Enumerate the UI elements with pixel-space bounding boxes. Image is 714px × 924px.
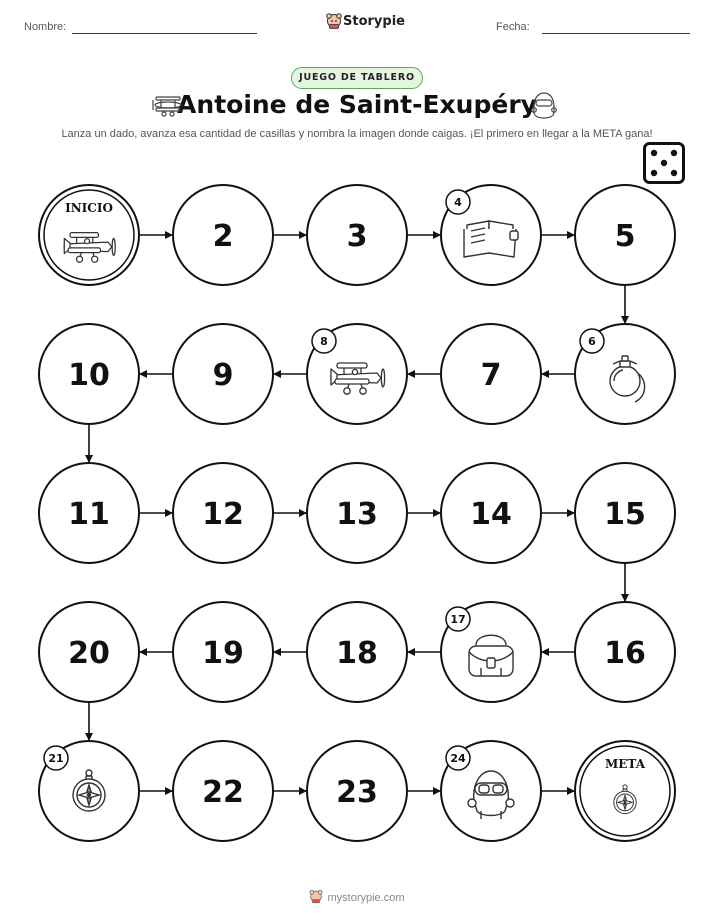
space-number: 23 [336, 775, 378, 810]
space-number: 24 [450, 752, 466, 765]
board-space-13 [307, 463, 407, 563]
board-space-start [39, 185, 139, 285]
space-number: 9 [212, 358, 234, 393]
footer [0, 889, 714, 904]
page-title: Antoine de Saint-Exupéry [177, 90, 537, 119]
board-space-21 [39, 741, 139, 841]
space-number: 13 [336, 497, 378, 532]
space-number: 2 [212, 219, 234, 254]
space-number: 12 [202, 497, 244, 532]
space-number: 20 [68, 636, 110, 671]
space-number: 5 [614, 219, 636, 254]
space-number: 6 [588, 335, 596, 348]
board-space-10 [39, 324, 139, 424]
space-number: 16 [604, 636, 646, 671]
board-space-16 [575, 602, 675, 702]
board-space-14 [441, 463, 541, 563]
footer-mascot-icon [309, 889, 323, 904]
board-space-19 [173, 602, 273, 702]
space-number: 18 [336, 636, 378, 671]
space-number: 7 [480, 358, 502, 393]
board-space-8 [307, 324, 407, 424]
board-space-4 [441, 185, 541, 285]
board-space-17 [441, 602, 541, 702]
board-space-7 [441, 324, 541, 424]
game-type-badge: JUEGO DE TABLERO [291, 67, 423, 89]
space-number: 19 [202, 636, 244, 671]
start-label: INICIO [65, 201, 113, 215]
date-label: Fecha: [496, 21, 530, 33]
board-space-5 [575, 185, 675, 285]
board-space-11 [39, 463, 139, 563]
space-number: 10 [68, 358, 110, 393]
board-space-22 [173, 741, 273, 841]
space-number: 3 [346, 219, 368, 254]
board-space-23 [307, 741, 407, 841]
name-label: Nombre: [24, 21, 67, 33]
space-number: 4 [454, 196, 462, 209]
board-space-15 [575, 463, 675, 563]
board-space-finish [575, 741, 675, 841]
board-space-6 [575, 324, 675, 424]
footer-url: mystorypie.com [327, 892, 405, 904]
board-space-2 [173, 185, 273, 285]
space-number: 11 [68, 497, 110, 532]
brand-name: Storypie [343, 14, 405, 29]
space-number: 22 [202, 775, 244, 810]
space-number: 21 [48, 752, 64, 765]
space-number: 14 [470, 497, 512, 532]
instructions: Lanza un dado, avanza esa cantidad de casillas y nombra la imagen donde caigas. ¡El primero en llegar a la META gana! [61, 128, 653, 140]
board-space-20 [39, 602, 139, 702]
board-space-12 [173, 463, 273, 563]
board-space-18 [307, 602, 407, 702]
space-number: 15 [604, 497, 646, 532]
book-icon [464, 221, 518, 257]
space-number: 8 [320, 335, 328, 348]
board-space-3 [307, 185, 407, 285]
board-space-24 [441, 741, 541, 841]
finish-label: META [604, 757, 646, 771]
board-space-9 [173, 324, 273, 424]
space-number: 17 [450, 613, 466, 626]
